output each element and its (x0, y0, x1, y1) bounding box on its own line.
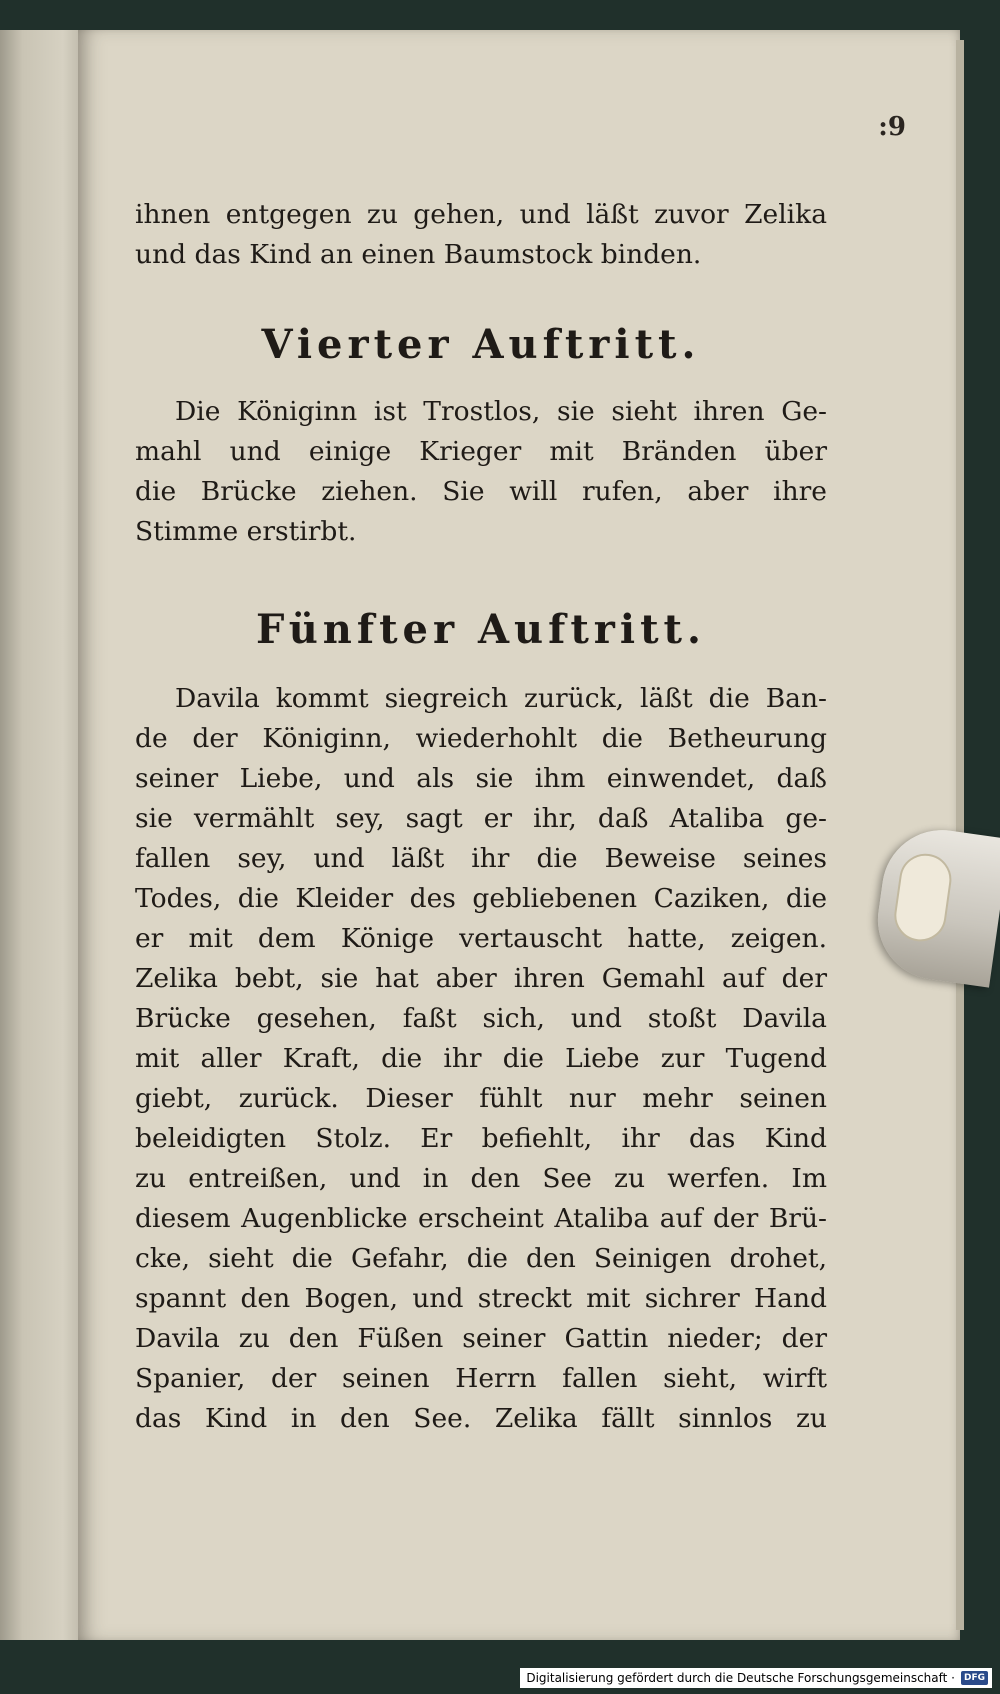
text-line: und das Kind an einen Baumstock binden. (135, 239, 702, 270)
left-page-edge (0, 30, 90, 1640)
text-line: de der Königinn, wiederhohlt die Betheurung (135, 723, 827, 754)
text-line: seiner Liebe, und als sie ihm einwendet, daß (135, 763, 827, 794)
text-line: Stimme erstirbt. (135, 516, 357, 547)
paragraph-2 (135, 392, 827, 552)
text-line: Brücke gesehen, faßt sich, und stoßt Davila (135, 1003, 827, 1034)
heading-fuenfter-auftritt: Fünfter Auftritt. (256, 606, 706, 653)
text-line: er mit dem Könige vertauscht hatte, zeigen. (135, 923, 827, 954)
paragraph-1 (135, 195, 827, 275)
text-line: die Brücke ziehen. Sie will rufen, aber ihre (135, 476, 827, 507)
text-line: fallen sey, und läßt ihr die Beweise seines (135, 843, 827, 874)
page-text (135, 195, 827, 1439)
text-line: beleidigten Stolz. Er befiehlt, ihr das Kind (135, 1123, 827, 1154)
text-line: giebt, zurück. Dieser fühlt nur mehr seinen (135, 1083, 827, 1114)
text-line: Davila kommt siegreich zurück, läßt die Ban- (175, 683, 827, 714)
text-line: das Kind in den See. Zelika fällt sinnlos zu (135, 1403, 827, 1434)
text-line: Davila zu den Füßen seiner Gattin nieder; der (135, 1323, 827, 1354)
text-line: mahl und einige Krieger mit Bränden über (135, 436, 827, 467)
paragraph-3 (135, 679, 827, 1439)
digitization-footer (520, 1668, 992, 1688)
text-line: Die Königinn ist Trostlos, sie sieht ihren Ge- (175, 396, 827, 427)
text-line: ihnen entgegen zu gehen, und läßt zuvor Zelika (135, 199, 827, 230)
page-number: :9 (878, 112, 906, 142)
text-line: diesem Augenblicke erscheint Ataliba auf der Brü- (135, 1203, 827, 1234)
dfg-logo-icon: DFG (961, 1671, 988, 1685)
text-line: cke, sieht die Gefahr, die den Seinigen drohet, (135, 1243, 827, 1274)
text-line: sie vermählt sey, sagt er ihr, daß Ataliba ge- (135, 803, 827, 834)
text-line: mit aller Kraft, die ihr die Liebe zur Tugend (135, 1043, 827, 1074)
text-line: Todes, die Kleider des gebliebenen Caziken, die (135, 883, 827, 914)
text-line: zu entreißen, und in den See zu werfen. Im (135, 1163, 827, 1194)
text-line: spannt den Bogen, und streckt mit sichrer Hand (135, 1283, 827, 1314)
thumbnail-icon (891, 850, 955, 944)
footer-credit: Digitalisierung gefördert durch die Deutsche Forschungsgemeinschaft · (526, 1671, 955, 1685)
heading-vierter-auftritt: Vierter Auftritt. (261, 321, 701, 368)
text-line: Zelika bebt, sie hat aber ihren Gemahl auf der (135, 963, 827, 994)
text-line: Spanier, der seinen Herrn fallen sieht, wirft (135, 1363, 827, 1394)
